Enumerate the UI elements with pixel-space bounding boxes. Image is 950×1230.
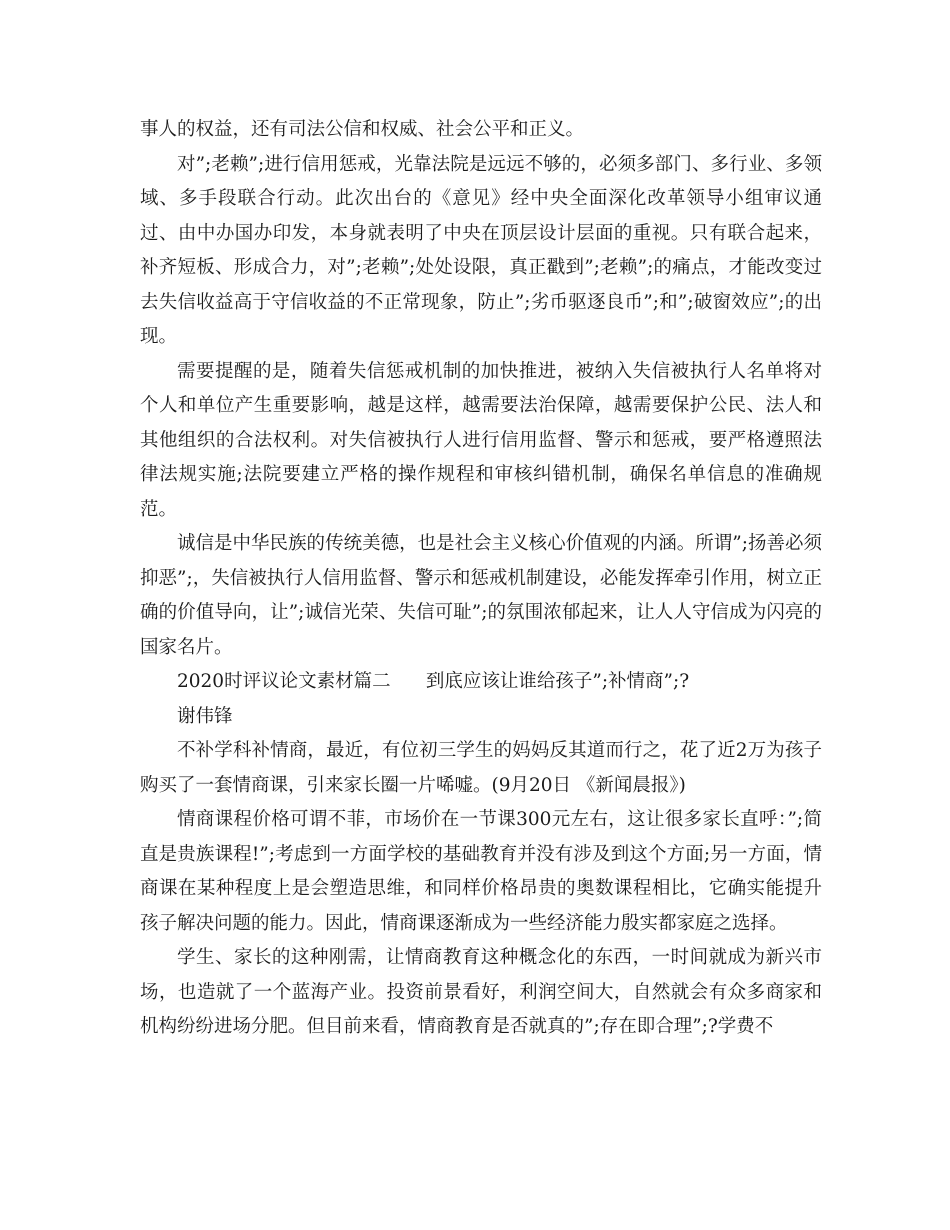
paragraph-continuation: 事人的权益，还有司法公信和权威、社会公平和正义。	[140, 119, 585, 140]
section-heading: 2020时评议论文素材篇二 到底应该让谁给孩子”;补情商”;?	[177, 671, 690, 692]
paragraph: 不补学科补情商，最近，有位初三学生的妈妈反其道而行之，花了近2万为孩子购买了一套情商课，引来家长圈一片唏嘘。(9月20日 《新闻晨报》)	[140, 740, 822, 796]
paragraph: 情商课程价格可谓不菲，市场价在一节课300元左右，这让很多家长直呼：”;简直是贵族课程!”;考虑到一方面学校的基础教育并没有涉及到这个方面;另一方面，情商课在某种程度上是会塑造思维，和同样价格昂贵的奥数课程相比，它确实能提升孩子解决问题的能力。因此，情商课逐渐成为一些经济能力殷实都家庭之选择。	[140, 809, 822, 934]
document-body	[140, 113, 822, 1045]
paragraph: 诚信是中华民族的传统美德，也是社会主义核心价值观的内涵。所谓”;扬善必须抑恶”;，失信被执行人信用监督、警示和惩戒机制建设，必能发挥牵引作用，树立正确的价值导向，让”;诚信光荣、失信可耻”;的氛围浓郁起来，让人人守信成为闪亮的国家名片。	[140, 533, 822, 658]
paragraph: 需要提醒的是，随着失信惩戒机制的加快推进，被纳入失信被执行人名单将对个人和单位产生重要影响，越是这样，越需要法治保障，越需要保护公民、法人和其他组织的合法权利。对失信被执行人进行信用监督、警示和惩戒，要严格遵照法律法规实施;法院要建立严格的操作规程和审核纠错机制，确保名单信息的准确规范。	[140, 360, 822, 520]
paragraph: 对”;老赖”;进行信用惩戒，光靠法院是远远不够的，必须多部门、多行业、多领域、多手段联合行动。此次出台的《意见》经中央全面深化改革领导小组审议通过、由中办国办印发，本身就表明了中央在顶层设计层面的重视。只有联合起来，补齐短板、形成合力，对”;老赖”;处处设限，真正戳到”;老赖”;的痛点，才能改变过去失信收益高于守信收益的不正常现象，防止”;劣币驱逐良币”;和”;破窗效应”;的出现。	[140, 153, 822, 347]
paragraph: 学生、家长的这种刚需，让情商教育这种概念化的东西，一时间就成为新兴市场，也造就了一个蓝海产业。投资前景看好，利润空间大，自然就会有众多商家和机构纷纷进场分肥。但目前来看，情商教育是否就真的”;存在即合理”;?学费不	[140, 947, 822, 1037]
author-name: 谢伟锋	[177, 705, 233, 727]
